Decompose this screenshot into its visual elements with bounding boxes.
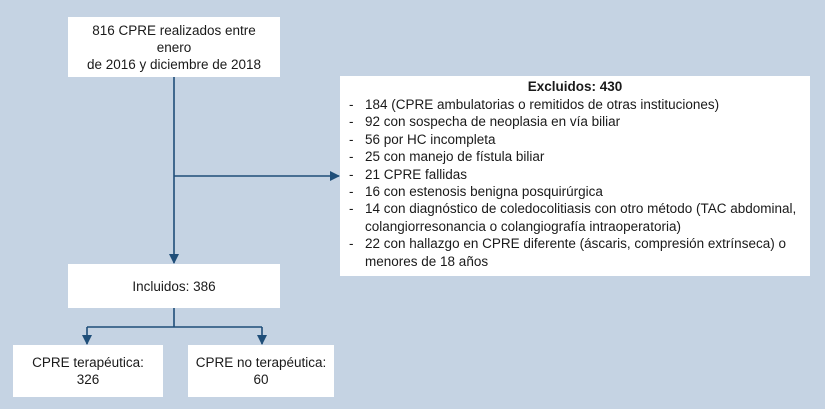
non-therapeutic-count: 60 — [253, 372, 269, 387]
start-line-1: 816 CPRE realizados entre enero — [92, 22, 256, 55]
included-box — [68, 264, 280, 308]
non-therapeutic-label: CPRE no terapéutica: — [195, 355, 327, 370]
list-item: - 25 con manejo de fístula biliar — [348, 148, 802, 165]
list-item: - 16 con estenosis benigna posquirúrgica — [348, 183, 802, 200]
excluded-box — [340, 76, 810, 276]
therapeutic-box — [13, 345, 163, 397]
included-label: Incluidos: 386 — [132, 278, 216, 294]
list-item: - 92 con sospecha de neoplasia en vía biliar — [348, 113, 802, 130]
therapeutic-count: 326 — [76, 372, 100, 387]
list-item: - 14 con diagnóstico de coledocolitiasis con otro método (TAC abdominal, colangiorresonancia o colangiografía intraoperatoria) — [348, 200, 802, 235]
therapeutic-label: CPRE terapéutica: — [32, 355, 144, 370]
list-item: - 22 con hallazgo en CPRE diferente (áscaris, compresión extrínseca) o menores de 18 años — [348, 235, 802, 270]
start-box — [68, 17, 280, 77]
list-item: - 21 CPRE fallidas — [348, 166, 802, 183]
non-therapeutic-box — [188, 345, 334, 397]
list-item: - 184 (CPRE ambulatorias o remitidos de otras instituciones) — [348, 96, 802, 113]
excluded-title: Excluidos: 430 — [527, 79, 623, 94]
excluded-list — [348, 96, 802, 270]
start-line-2: de 2016 y diciembre de 2018 — [86, 56, 262, 72]
list-item: - 56 por HC incompleta — [348, 131, 802, 148]
